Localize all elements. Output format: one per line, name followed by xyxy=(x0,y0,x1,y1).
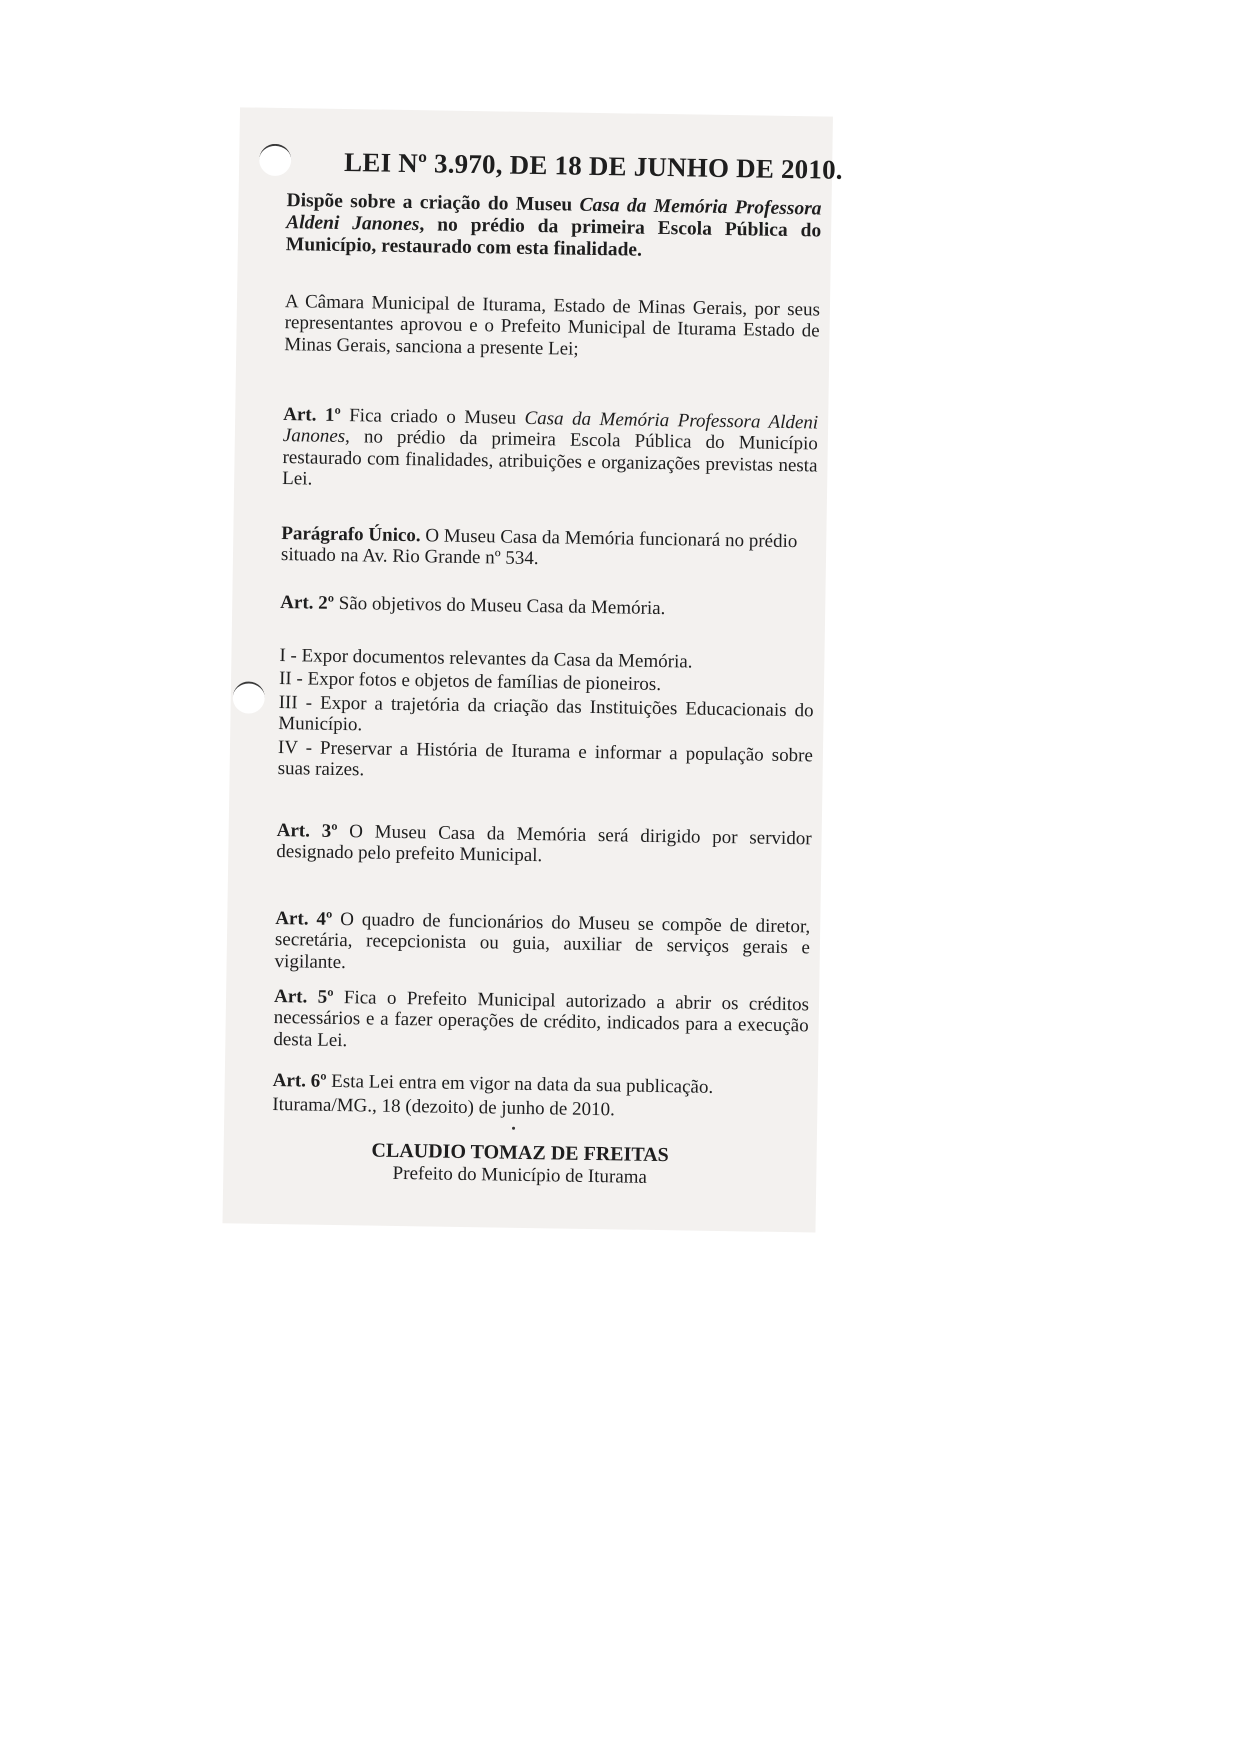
summary-text-start: Dispõe sobre a criação do Museu xyxy=(286,190,580,216)
objectives-list xyxy=(277,645,814,790)
paragrafo-unico xyxy=(281,523,817,574)
article-1 xyxy=(282,404,818,498)
article-3-label: Art. 3º xyxy=(276,820,338,842)
law-summary xyxy=(286,190,822,264)
list-item: I - Expor documentos relevantes da Casa da Memória. xyxy=(279,645,693,673)
list-item: III - Expor a trajetória da criação das Instituições Educacionais do Município. xyxy=(278,691,814,736)
article-5-label: Art. 5º xyxy=(273,985,334,1008)
scanned-law-document xyxy=(223,107,843,1232)
ink-speck xyxy=(512,1127,515,1130)
place-and-date: Iturama/MG., 18 (dezoito) de junho de 2010. xyxy=(272,1093,615,1121)
paragrafo-unico-text: O Museu Casa da Memória funcionará no prédio situado na Av. Rio Grande nº 534. xyxy=(280,525,798,570)
article-5 xyxy=(273,986,809,1059)
signatory-name: CLAUDIO TOMAZ DE FREITAS xyxy=(371,1139,669,1167)
article-2-text: São objetivos do Museu Casa da Memória. xyxy=(333,592,666,620)
article-6-label: Art. 6º xyxy=(272,1069,327,1092)
signatory-role: Prefeito do Município de Iturama xyxy=(392,1162,648,1188)
article-1-museum-name: Casa da Memória Professora Aldeni Janones xyxy=(282,407,819,448)
article-1-text-end: , no prédio da primeira Escola Pública do Município restaurado com finalidades, atribuições e organizações previstas nesta Lei. xyxy=(282,426,818,490)
article-4-label: Art. 4º xyxy=(275,907,333,930)
museum-name: Casa da Memória Professora Aldeni Janones xyxy=(286,194,822,236)
punch-hole-icon xyxy=(233,681,265,713)
article-3 xyxy=(276,820,812,871)
article-3-text: O Museu Casa da Memória será dirigido por servidor designado pelo prefeito Municipal. xyxy=(276,820,812,867)
article-2-label: Art. 2º xyxy=(280,592,335,614)
article-6-text: Esta Lei entra em vigor na data da sua publicação. xyxy=(326,1070,714,1098)
law-title: LEI Nº 3.970, DE 18 DE JUNHO DE 2010. xyxy=(343,146,843,185)
article-1-label: Art. 1º xyxy=(283,404,341,426)
punch-hole-icon xyxy=(259,144,291,176)
list-item: IV - Preservar a História de Iturama e informar a população sobre suas raizes. xyxy=(277,736,814,781)
article-4 xyxy=(274,908,810,981)
list-item: II - Expor fotos e objetos de famílias de pioneiros. xyxy=(278,668,662,696)
preamble: A Câmara Municipal de Iturama, Estado de Minas Gerais, por seus representantes aprovou e o Prefeito Municipal de Iturama Estado de Minas Gerais, sanciona a presente Lei; xyxy=(284,291,821,360)
article-1-text-start: Fica criado o Museu xyxy=(340,404,525,429)
summary-text-end: , no prédio da primeira Escola Pública do Município, restaurado com esta finalidade. xyxy=(285,214,822,261)
article-4-text: O quadro de funcionários do Museu se compõe de diretor, secretária, recepcionista ou guia, auxiliar de serviços gerais e vigilante. xyxy=(274,908,811,974)
article-5-text: Fica o Prefeito Municipal autorizado a abrir os créditos necessários e a fazer operações de crédito, indicados para a execução desta Lei. xyxy=(273,986,810,1052)
signature-block xyxy=(223,1137,817,1190)
paragrafo-unico-label: Parágrafo Único. xyxy=(281,523,421,547)
article-2 xyxy=(280,592,815,622)
